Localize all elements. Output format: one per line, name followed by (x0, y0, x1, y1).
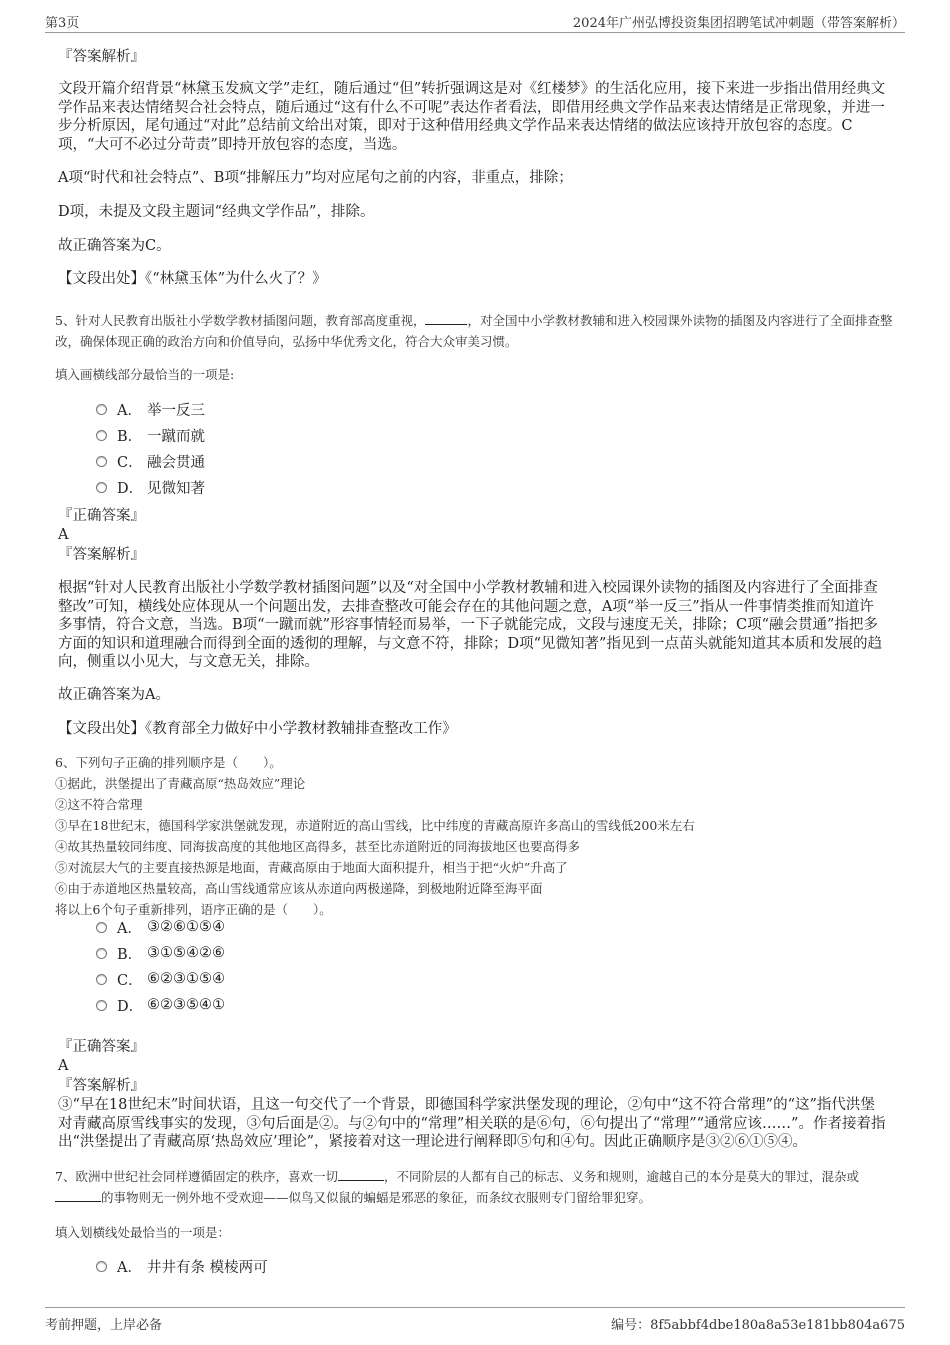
q5-stem (55, 310, 895, 352)
q6-line-5: ④故其热量较同纬度、同海拔高度的其他地区高得多，甚至比赤道附近的同海拔地区也要高得多 (55, 839, 581, 854)
q6-analysis: ③“早在18世纪末”时间状语，且这一句交代了一个背景，即德国科学家洪堡发现的理论，②句中“这不符合常理”的“这”指代洪堡对青藏高原雪线事实的发现，③句后面是②。与②句中的“常理”相关联的是⑥句，⑥句提出了“常理”“通常应该……”。作者接着指出“洪堡提出了青藏高原‘热岛效应’理论”，紧接着对这一理论进行阐释即⑤句和④句。因此正确顺序是③②⑥①⑤④。 (58, 1097, 886, 1150)
q7-stem-part3: 的事物则无一例外地不受欢迎——似鸟又似鼠的蝙蝠是邪恶的象征，而条纹衣服则专门留给罪犯穿。 (101, 1190, 652, 1205)
q4-analysis-para1: 文段开篇介绍背景“林黛玉发疯文学”走红，随后通过“但”转折强调这是对《红楼梦》的生活化应用，接下来进一步指出借用经典文学作品来表达情绪契合社会特点，随后通过“这有什么不可呢”表达作者看法，即借用经典文学作品来表达情绪是正常现象，并进一步分析原因，尾句通过“对此”总结前文给出对策，即对于这种借用经典文学作品来表达情绪的做法应该持开放包容的态度。C项，“大可不必过分苛责”即持开放包容的态度，当选。 (58, 81, 886, 153)
q7-blank-2 (55, 1189, 101, 1202)
q5-answer-label: 『正确答案』 (58, 508, 145, 524)
option-letter: A． (117, 402, 142, 419)
option-text: ③②⑥①⑤④ (147, 919, 225, 935)
option-letter: A． (117, 920, 142, 937)
option-text: 举一反三 (147, 402, 205, 419)
radio-icon[interactable] (96, 482, 107, 493)
option-letter: B． (117, 428, 143, 445)
q4-conclusion: 故正确答案为C。 (58, 238, 171, 254)
option-letter: A． (117, 1259, 142, 1276)
page-header (45, 10, 905, 33)
q6-option-a[interactable] (96, 916, 225, 938)
q4-analysis-para2: A项“时代和社会特点”、B项“排解压力”均对应尾句之前的内容，非重点，排除； (58, 170, 573, 186)
q6-option-c[interactable] (96, 968, 225, 990)
option-letter: C． (117, 454, 143, 471)
option-letter: D． (117, 998, 144, 1015)
option-text: 井井有条 模棱两可 (147, 1259, 268, 1276)
q6-line-7: ⑥由于赤道地区热量较高，高山雪线通常应该从赤道向两极递降，到极地附近降至海平面 (55, 881, 543, 896)
q6-line-6: ⑤对流层大气的主要直接热源是地面，青藏高原由于地面大面积提升，相当于把“火炉”升高了 (55, 860, 568, 875)
radio-icon[interactable] (96, 456, 107, 467)
q4-analysis-para3: D项，未提及文段主题词“经典文学作品”，排除。 (58, 204, 375, 220)
q5-stem-part1: 5、针对人民教育出版社小学数学教材插图问题，教育部高度重视， (55, 313, 426, 328)
option-text: ③①⑤④②⑥ (147, 945, 225, 961)
q5-option-d[interactable] (96, 476, 205, 498)
q6-option-b[interactable] (96, 942, 225, 964)
q6-answer-label: 『正确答案』 (58, 1039, 145, 1055)
q5-source: 【文段出处】《教育部全力做好中小学教材教辅排查整改工作》 (58, 721, 457, 737)
radio-icon[interactable] (96, 1000, 107, 1011)
document-title: 2024年广州弘博投资集团招聘笔试冲刺题（带答案解析） (572, 16, 905, 31)
q5-analysis-para1: 根据“针对人民教育出版社小学数学教材插图问题”以及“对全国中小学教材教辅和进入校园课外读物的插图及内容进行了全面排查整改”可知，横线处应体现从一个问题出发，去排查整改可能会存在的其他问题之意，A项“举一反三”指从一件事情类推而知道许多事情，符合文意，当选。B项“一蹴而就”形容事情轻而易举，一下子就能完成，文段与速度无关，排除；C项“融会贯通”指把多方面的知识和道理融合而得到全面的透彻的理解，与文意不符，排除；D项“见微知著”指见到一点苗头就能知道其本质和发展的趋向，侧重以小见大，与文意无关，排除。 (58, 580, 882, 670)
q5-analysis-label: 『答案解析』 (58, 547, 145, 563)
option-letter: C． (117, 972, 143, 989)
radio-icon[interactable] (96, 430, 107, 441)
radio-icon[interactable] (96, 1261, 107, 1272)
q6-line-8: 将以上6个句子重新排列，语序正确的是（ ）。 (55, 902, 332, 917)
q7-option-a[interactable] (96, 1255, 268, 1277)
q7-stem-part1: 7、欧洲中世纪社会同样遵循固定的秩序，喜欢一切 (55, 1169, 338, 1184)
option-letter: D． (117, 480, 144, 497)
q6-line-3: ②这不符合常理 (55, 797, 143, 812)
radio-icon[interactable] (96, 922, 107, 933)
q6-option-d[interactable] (96, 994, 225, 1016)
option-text: ⑥②③①⑤④ (147, 971, 225, 987)
q5-prompt: 填入画横线部分最恰当的一项是: (55, 367, 235, 382)
q6-analysis-label: 『答案解析』 (58, 1078, 145, 1094)
radio-icon[interactable] (96, 974, 107, 985)
q6-line-2: ①据此，洪堡提出了青藏高原“热岛效应”理论 (55, 776, 306, 791)
q5-conclusion: 故正确答案为A。 (58, 687, 170, 703)
q5-stem-part2: ，对全国中小学教材教辅和进入校园课外读物的插图及内容进行了全面排查整改，确保体现正确的政治方向和价值导向，弘扬中华优秀文化，符合大众审美习惯。 (55, 313, 893, 349)
q7-stem (55, 1166, 895, 1208)
q5-blank (425, 312, 467, 325)
option-text: 融会贯通 (147, 454, 205, 471)
q6-answer: A (58, 1058, 69, 1074)
radio-icon[interactable] (96, 948, 107, 959)
q4-source: 【文段出处】《“林黛玉体”为什么火了？》 (58, 271, 327, 287)
option-text: 一蹴而就 (147, 428, 205, 445)
q6-line-4: ③早在18世纪末，德国科学家洪堡就发现，赤道附近的高山雪线，比中纬度的青藏高原许多高山的雪线低200米左右 (55, 818, 695, 833)
q7-blank-1 (338, 1168, 384, 1181)
page-number: 第3页 (45, 16, 80, 31)
page-footer (45, 1307, 905, 1338)
q6-line-1: 6、下列句子正确的排列顺序是（ ）。 (55, 755, 282, 770)
q7-stem-part2: ，不同阶层的人都有自己的标志、义务和规则，逾越自己的本分是莫大的罪过，混杂或 (383, 1169, 859, 1184)
document-code: 编号：8f5abbf4dbe180a8a53e181bb804a675 (611, 1318, 905, 1333)
q7-prompt: 填入划横线处最恰当的一项是： (55, 1225, 231, 1240)
footer-slogan: 考前押题，上岸必备 (45, 1318, 163, 1333)
q5-option-a[interactable] (96, 398, 205, 420)
q5-option-c[interactable] (96, 450, 205, 472)
option-text: 见微知著 (147, 480, 205, 497)
q4-analysis-label: 『答案解析』 (58, 49, 145, 65)
q5-option-b[interactable] (96, 424, 205, 446)
option-letter: B． (117, 946, 143, 963)
option-text: ⑥②③⑤④① (147, 997, 225, 1013)
q5-answer: A (58, 527, 69, 543)
radio-icon[interactable] (96, 404, 107, 415)
